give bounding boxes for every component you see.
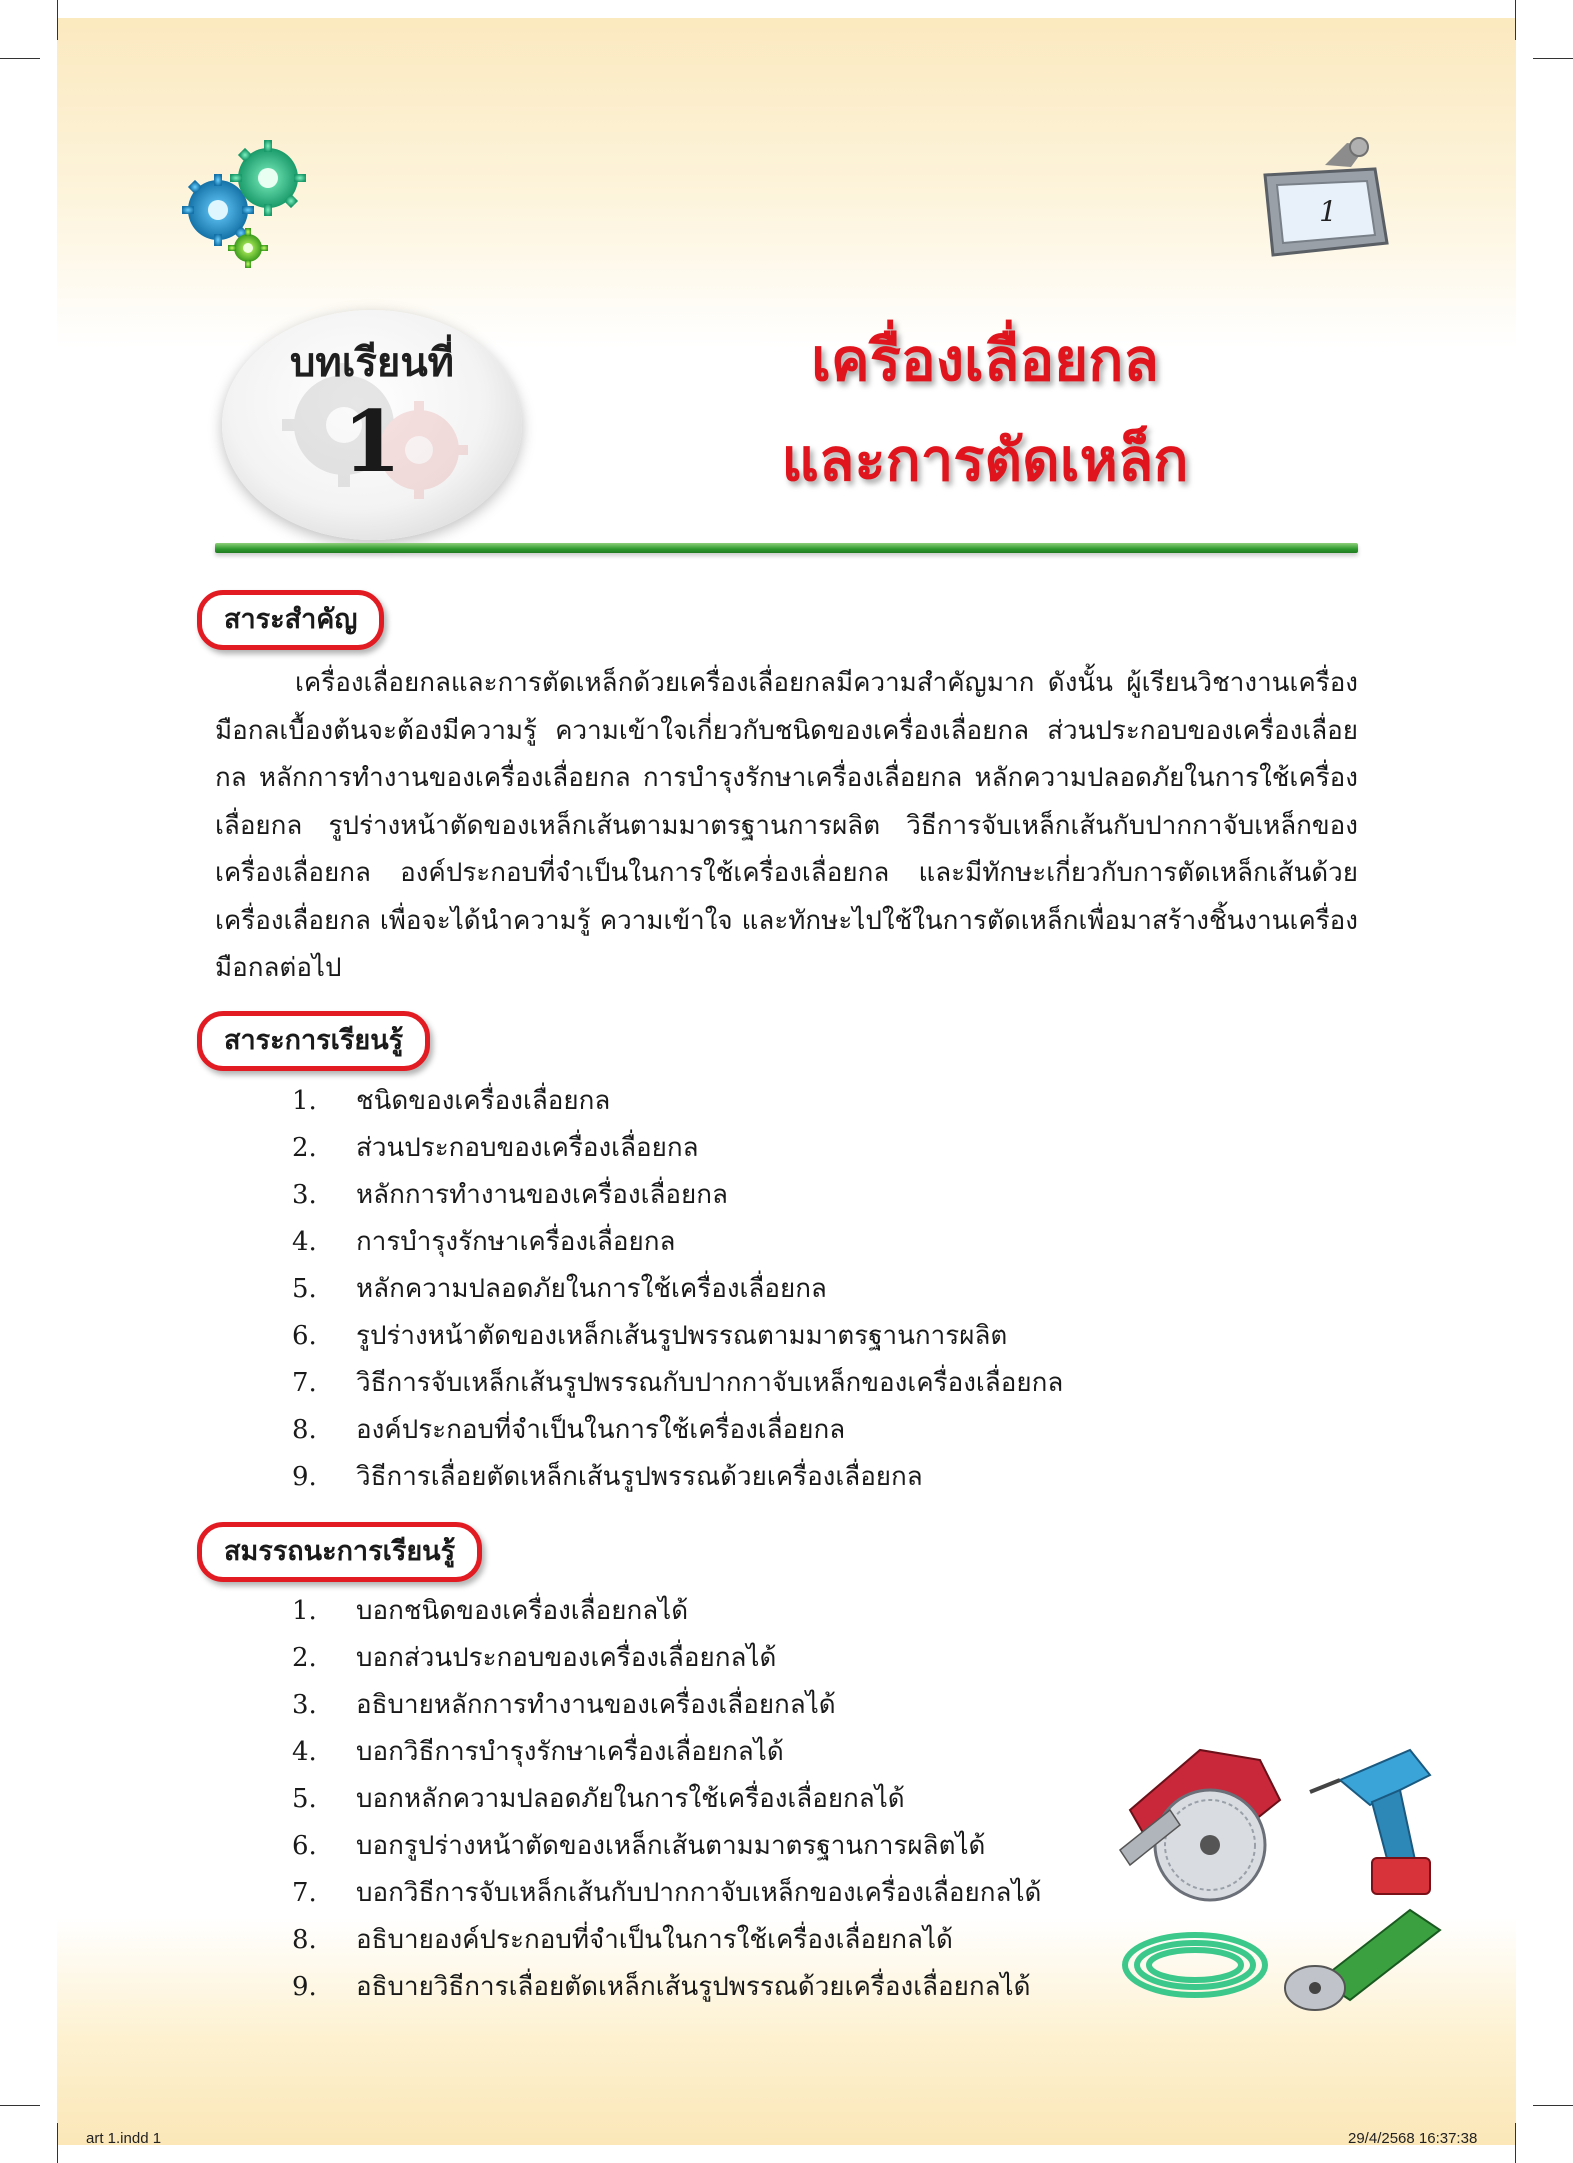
list-item bbox=[292, 1964, 1041, 2011]
list-item bbox=[292, 1407, 1063, 1454]
list-number: 8. bbox=[292, 1415, 317, 1445]
competencies-heading: สมรรถนะการเรียนรู้ bbox=[197, 1522, 482, 1582]
crop-mark bbox=[1515, 0, 1516, 40]
list-item bbox=[292, 1360, 1063, 1407]
angle-grinder-icon bbox=[1285, 1910, 1440, 2010]
title-divider bbox=[215, 543, 1358, 553]
list-item bbox=[292, 1917, 1041, 1964]
lesson-label: บทเรียนที่ bbox=[289, 340, 455, 386]
list-number: 6. bbox=[292, 1321, 317, 1351]
lesson-badge bbox=[222, 310, 522, 540]
list-text: อธิบายหลักการทำงานของเครื่องเลื่อยกลได้ bbox=[356, 1690, 836, 1720]
list-item bbox=[292, 1219, 1063, 1266]
list-text: การบำรุงรักษาเครื่องเลื่อยกล bbox=[356, 1227, 676, 1257]
list-text: บอกส่วนประกอบของเครื่องเลื่อยกลได้ bbox=[356, 1643, 777, 1673]
list-text: หลักความปลอดภัยในการใช้เครื่องเลื่อยกล bbox=[356, 1274, 827, 1304]
crop-mark bbox=[1533, 58, 1573, 59]
crop-mark bbox=[0, 2105, 40, 2106]
learning-content-heading: สาระการเรียนรู้ bbox=[197, 1011, 430, 1071]
list-item bbox=[292, 1635, 1041, 1682]
list-number: 2. bbox=[292, 1133, 317, 1163]
list-number: 6. bbox=[292, 1831, 317, 1861]
crop-mark bbox=[57, 2123, 58, 2163]
list-text: อธิบายองค์ประกอบที่จำเป็นในการใช้เครื่องเลื่อยกลได้ bbox=[356, 1925, 953, 1955]
list-item bbox=[292, 1125, 1063, 1172]
circular-saw-icon bbox=[1120, 1750, 1280, 1900]
list-text: วิธีการจับเหล็กเส้นรูปพรรณกับปากกาจับเหล็กของเครื่องเลื่อยกล bbox=[356, 1368, 1064, 1398]
list-item bbox=[292, 1682, 1041, 1729]
list-number: 9. bbox=[292, 1972, 317, 2002]
list-item bbox=[292, 1729, 1041, 1776]
list-number: 7. bbox=[292, 1878, 317, 1908]
crop-mark bbox=[0, 58, 40, 59]
list-number: 1. bbox=[292, 1086, 317, 1116]
list-number: 1. bbox=[292, 1596, 317, 1626]
list-text: บอกรูปร่างหน้าตัดของเหล็กเส้นตามมาตรฐานการผลิตได้ bbox=[356, 1831, 986, 1861]
list-text: บอกวิธีการจับเหล็กเส้นกับปากกาจับเหล็กของเครื่องเลื่อยกลได้ bbox=[356, 1878, 1042, 1908]
page-number: 1 bbox=[1319, 195, 1337, 228]
list-text: รูปร่างหน้าตัดของเหล็กเส้นรูปพรรณตามมาตรฐานการผลิต bbox=[356, 1321, 1008, 1351]
cable-coil-icon bbox=[1125, 1935, 1265, 1995]
list-number: 4. bbox=[292, 1227, 317, 1257]
chapter-title-line-2: และการตัดเหล็ก bbox=[781, 426, 1189, 494]
list-item bbox=[292, 1588, 1041, 1635]
chapter-title-line-1: เครื่องเลื่อยกล bbox=[811, 326, 1159, 394]
list-text: บอกหลักความปลอดภัยในการใช้เครื่องเลื่อยกลได้ bbox=[356, 1784, 905, 1814]
list-number: 5. bbox=[292, 1784, 317, 1814]
list-number: 7. bbox=[292, 1368, 317, 1398]
list-number: 3. bbox=[292, 1690, 317, 1720]
list-text: อธิบายวิธีการเลื่อยตัดเหล็กเส้นรูปพรรณด้วยเครื่องเลื่อยกลได้ bbox=[356, 1972, 1031, 2002]
list-text: ส่วนประกอบของเครื่องเลื่อยกล bbox=[356, 1133, 699, 1163]
list-number: 3. bbox=[292, 1180, 317, 1210]
power-tools-illustration bbox=[1110, 1730, 1450, 2020]
list-number: 8. bbox=[292, 1925, 317, 1955]
list-text: องค์ประกอบที่จำเป็นในการใช้เครื่องเลื่อยกล bbox=[356, 1415, 846, 1445]
list-item bbox=[292, 1078, 1063, 1125]
list-item bbox=[292, 1313, 1063, 1360]
chapter-title bbox=[760, 310, 1210, 510]
list-text: หลักการทำงานของเครื่องเลื่อยกล bbox=[356, 1180, 728, 1210]
drill-icon bbox=[1310, 1750, 1430, 1894]
list-number: 2. bbox=[292, 1643, 317, 1673]
key-concept-paragraph: เครื่องเลื่อยกลและการตัดเหล็กด้วยเครื่องเลื่อยกลมีความสำคัญมาก ดังนั้น ผู้เรียนวิชางานเครื่องมือกลเบื้องต้นจะต้องมีความรู้ ความเข้าใจเกี่ยวกับชนิดของเครื่องเลื่อยกล ส่วนประกอบของเครื่องเลื่อยกล หลักการทำงานของเครื่องเลื่อยกล การบำรุงรักษาเครื่องเลื่อยกล หลักความปลอดภัยในการใช้เครื่องเลื่อยกล รูปร่างหน้าตัดของเหล็กเส้นตามมาตรฐานการผลิต วิธีการจับเหล็กเส้นกับปากกาจับเหล็กของเครื่องเลื่อยกล องค์ประกอบที่จำเป็นในการใช้เครื่องเลื่อยกล และมีทักษะเกี่ยวกับการตัดเหล็กเส้นด้วยเครื่องเลื่อยกล เพื่อจะได้นำความรู้ ความเข้าใจ และทักษะไปใช้ในการตัดเหล็กเพื่อมาสร้างชิ้นงานเครื่องมือกลต่อไป bbox=[215, 668, 1358, 983]
footer-file-info: art 1.indd 1 bbox=[86, 2130, 162, 2147]
list-text: บอกชนิดของเครื่องเลื่อยกลได้ bbox=[356, 1596, 689, 1626]
list-item bbox=[292, 1823, 1041, 1870]
list-item bbox=[292, 1172, 1063, 1219]
key-concept-heading: สาระสำคัญ bbox=[197, 590, 384, 650]
gears-icon bbox=[168, 130, 318, 270]
learning-content-list bbox=[292, 1078, 1063, 1501]
competencies-list bbox=[292, 1588, 1041, 2011]
list-text: บอกวิธีการบำรุงรักษาเครื่องเลื่อยกลได้ bbox=[356, 1737, 784, 1767]
list-item bbox=[292, 1266, 1063, 1313]
lesson-number: 1 bbox=[342, 392, 402, 491]
crop-mark bbox=[1515, 2123, 1516, 2163]
monitor-icon bbox=[1255, 135, 1400, 270]
list-text: วิธีการเลื่อยตัดเหล็กเส้นรูปพรรณด้วยเครื่องเลื่อยกล bbox=[356, 1462, 923, 1492]
list-number: 4. bbox=[292, 1737, 317, 1767]
list-item bbox=[292, 1870, 1041, 1917]
list-number: 5. bbox=[292, 1274, 317, 1304]
list-text: ชนิดของเครื่องเลื่อยกล bbox=[356, 1086, 611, 1116]
footer-timestamp: 29/4/2568 16:37:38 bbox=[1348, 2130, 1478, 2147]
list-number: 9. bbox=[292, 1462, 317, 1492]
list-item bbox=[292, 1776, 1041, 1823]
crop-mark bbox=[1533, 2105, 1573, 2106]
list-item bbox=[292, 1454, 1063, 1501]
crop-mark bbox=[57, 0, 58, 40]
